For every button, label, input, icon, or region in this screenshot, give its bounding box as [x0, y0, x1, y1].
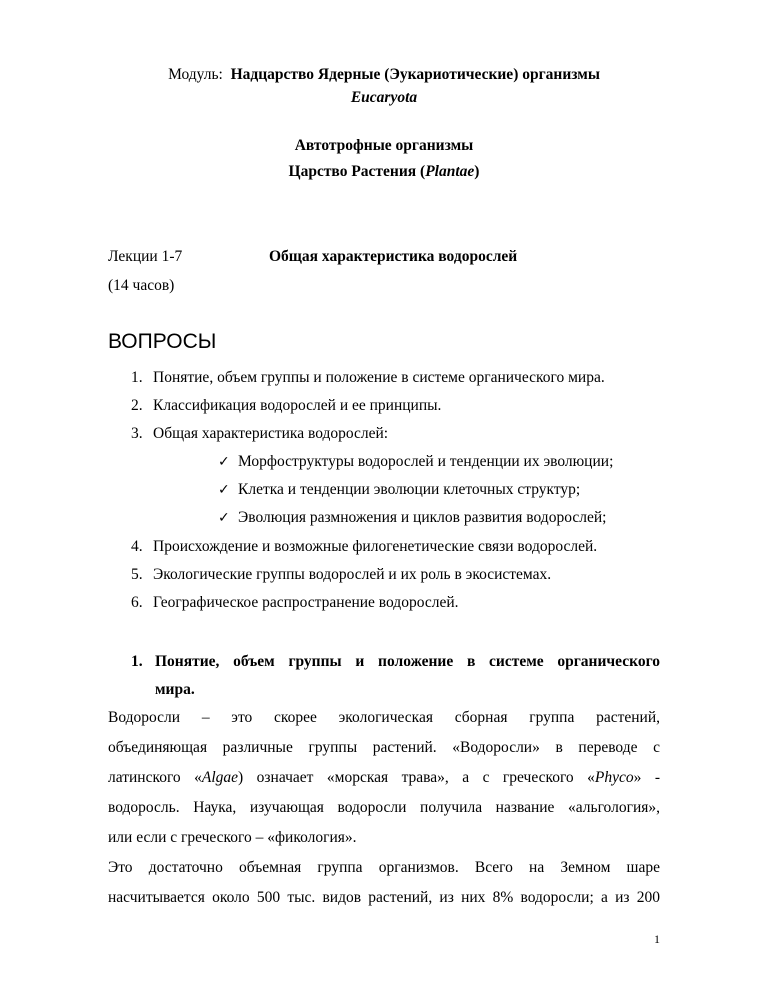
- text-fragment: ) означает «морская трава», а с греческого «: [238, 769, 595, 786]
- paragraph-line: объединяющая различные группы растений. «Водоросли» в переводе с: [108, 739, 660, 756]
- subitem: [218, 509, 606, 527]
- latin-term: Phyco: [594, 769, 634, 786]
- kingdom-latin: Plantae: [425, 163, 475, 180]
- subitem-text: Эволюция размножения и циклов развития водорослей;: [238, 509, 607, 526]
- paragraph-line: Это достаточно объемная группа организмов. Всего на Земном шаре: [108, 859, 660, 876]
- section-number: 1.: [131, 653, 143, 670]
- subitem-text: Клетка и тенденции эволюции клеточных структур;: [238, 481, 581, 498]
- text-fragment: » -: [633, 769, 661, 786]
- subitem: [218, 481, 580, 499]
- question-item: [131, 397, 441, 415]
- text-fragment: латинского «: [108, 769, 202, 786]
- checkmark-icon: ✓: [218, 482, 230, 498]
- subitem: [218, 453, 613, 471]
- module-title: Надцарство Ядерные (Эукариотические) организмы: [230, 66, 600, 83]
- kingdom-suffix: ): [474, 163, 480, 180]
- section-title-line: мира.: [155, 681, 195, 698]
- question-text: Понятие, объем группы и положение в системе органического мира.: [153, 369, 605, 386]
- paragraph-line: или если с греческого – «фикология».: [108, 829, 357, 846]
- question-number: 2.: [131, 397, 143, 414]
- lecture-title: Общая характеристика водорослей: [269, 248, 518, 265]
- question-number: 4.: [131, 538, 143, 555]
- question-text: Классификация водорослей и ее принципы.: [153, 397, 442, 414]
- questions-heading: ВОПРОСЫ: [108, 330, 217, 353]
- question-item: [131, 425, 388, 443]
- page-number: 1: [654, 932, 660, 946]
- latin-term: Algae: [201, 769, 239, 786]
- checkmark-icon: ✓: [218, 454, 230, 470]
- kingdom-line: [0, 163, 768, 181]
- checkmark-icon: ✓: [218, 510, 230, 526]
- question-number: 3.: [131, 425, 143, 442]
- section-title-line: Понятие, объем группы и положение в системе органического: [155, 653, 660, 670]
- question-item: [131, 566, 551, 584]
- subtitle: Автотрофные организмы: [294, 137, 474, 154]
- lecture-label: Лекции 1-7: [108, 248, 183, 265]
- question-number: 6.: [131, 594, 143, 611]
- paragraph-line: [108, 769, 660, 787]
- kingdom-prefix: Царство Растения (: [288, 163, 426, 180]
- question-text: Происхождение и возможные филогенетические связи водорослей.: [153, 538, 598, 555]
- module-line: [0, 66, 768, 84]
- question-item: [131, 538, 597, 556]
- question-number: 1.: [131, 369, 143, 386]
- question-number: 5.: [131, 566, 143, 583]
- module-latin: Eucaryota: [350, 89, 418, 106]
- lecture-hours: (14 часов): [108, 277, 175, 294]
- subitem-text: Морфоструктуры водорослей и тенденции их эволюции;: [238, 453, 614, 470]
- paragraph-line: водоросль. Наука, изучающая водоросли получила название «альгология»,: [108, 799, 660, 816]
- question-item: [131, 594, 459, 612]
- question-text: Общая характеристика водорослей:: [153, 425, 389, 442]
- question-item: [131, 369, 605, 387]
- paragraph-line: Водоросли – это скорее экологическая сборная группа растений,: [108, 709, 660, 726]
- question-text: Экологические группы водорослей и их роль в экосистемах.: [153, 566, 552, 583]
- module-prefix: Модуль:: [168, 66, 223, 83]
- paragraph-line: насчитывается около 500 тыс. видов растений, из них 8% водоросли; а из 200: [108, 889, 660, 906]
- question-text: Географическое распространение водорослей.: [153, 594, 459, 611]
